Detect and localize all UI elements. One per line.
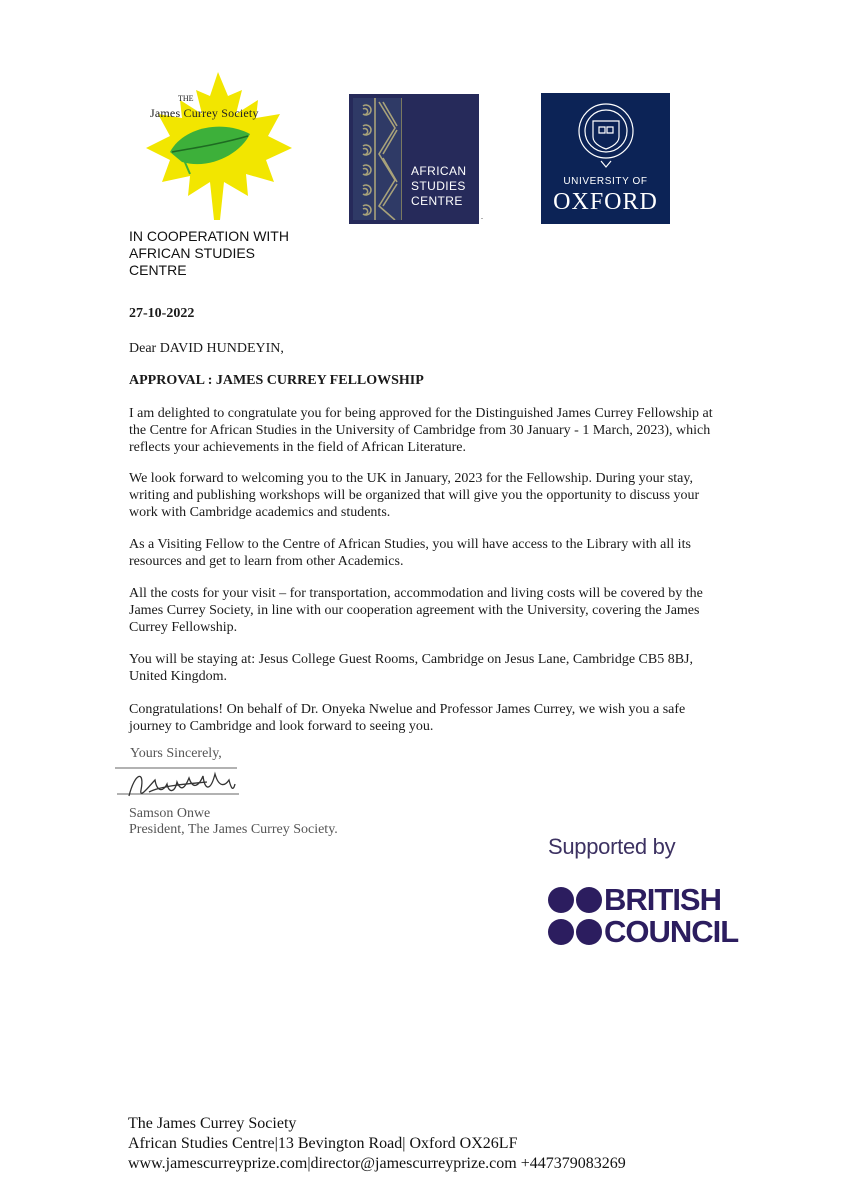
paragraph-line: We look forward to welcoming you to the UK in January, 2023 for the Fellowship. During your stay, [129,471,693,486]
footer-contact: www.jamescurreyprize.com|director@jamescurreyprize.com +447379083269 [128,1155,626,1172]
paragraph-accommodation [129,651,729,685]
maple-leaf-icon [140,70,300,230]
university-of-oxford-logo [541,93,670,224]
paragraph-line: You will be staying at: Jesus College Guest Rooms, Cambridge on Jesus Lane, Cambridge CB5 8BJ, [129,652,693,667]
footer-organisation: The James Currey Society [128,1115,297,1132]
african-studies-centre-logo [349,94,479,224]
signer-name: Samson Onwe [129,806,211,821]
paragraph-line: United Kingdom. [129,669,227,684]
paragraph-line: James Currey Society, in line with our cooperation agreement with the University, covering the James [129,603,700,618]
footer-address: African Studies Centre|13 Bevington Road| Oxford OX26LF [128,1135,518,1152]
paragraph-line: journey to Cambridge and look forward to seeing you. [129,719,434,734]
paragraph-congratulation [129,405,729,456]
british-council-dots-icon [547,884,605,948]
asc-logo-text [411,164,466,209]
letter-date: 27-10-2022 [129,306,195,321]
paragraph-costs [129,585,729,636]
pattern-strip [353,98,402,220]
paragraph-line: work with Cambridge academics and students. [129,505,391,520]
closing-text: Yours Sincerely, [130,746,222,761]
paragraph-line: resources and get to learn from other Academics. [129,554,404,569]
signer-title: President, The James Currey Society. [129,822,338,837]
oxford-wordmark: OXFORD [553,189,658,215]
oxford-university-of: UNIVERSITY OF [563,176,648,187]
paragraph-line: writing and publishing workshops will be organized that will give you the opportunity to discuss your [129,488,700,503]
james-currey-society-logo [140,70,300,230]
paragraph-line: All the costs for your visit – for transportation, accommodation and living costs will be covered by the [129,586,703,601]
signature-icon [115,762,240,808]
paragraph-line: As a Visiting Fellow to the Centre of African Studies, you will have access to the Library with all its [129,537,691,552]
paragraph-library-access [129,536,729,570]
paragraph-line: I am delighted to congratulate you for being approved for the Distinguished James Currey Fellowship at [129,406,713,421]
asc-line: AFRICAN [411,164,467,178]
cooperation-line: AFRICAN STUDIES [129,245,256,261]
spiral-pattern-icon [353,98,401,220]
salutation: Dear DAVID HUNDEYIN, [129,341,284,356]
stray-dot: . [481,212,483,221]
british-council-word-council: COUNCIL [604,914,739,949]
british-council-word-british: BRITISH [604,882,721,917]
cooperation-line: CENTRE [129,262,187,278]
asc-line: STUDIES [411,179,466,193]
logo-society-name: James Currey Society [150,106,259,120]
paragraph-closing-wishes [129,701,729,735]
logo-the-text: THE [178,94,194,103]
paragraph-welcome [129,470,729,521]
paragraph-line: Congratulations! On behalf of Dr. Onyeka Nwelue and Professor James Currey, we wish you a safe [129,702,686,717]
cooperation-line: IN COOPERATION WITH [129,228,289,244]
paragraph-line: Currey Fellowship. [129,620,238,635]
paragraph-line: the Centre for African Studies in the University of Cambridge from 30 January - 1 March, 2023), which [129,423,711,438]
supported-by-label: Supported by [548,834,676,859]
paragraph-line: reflects your achievements in the field of African Literature. [129,440,467,455]
asc-line: CENTRE [411,194,463,208]
oxford-crest-icon [575,101,637,171]
letter-subject: APPROVAL : JAMES CURREY FELLOWSHIP [129,373,424,388]
cooperation-text [129,228,329,279]
